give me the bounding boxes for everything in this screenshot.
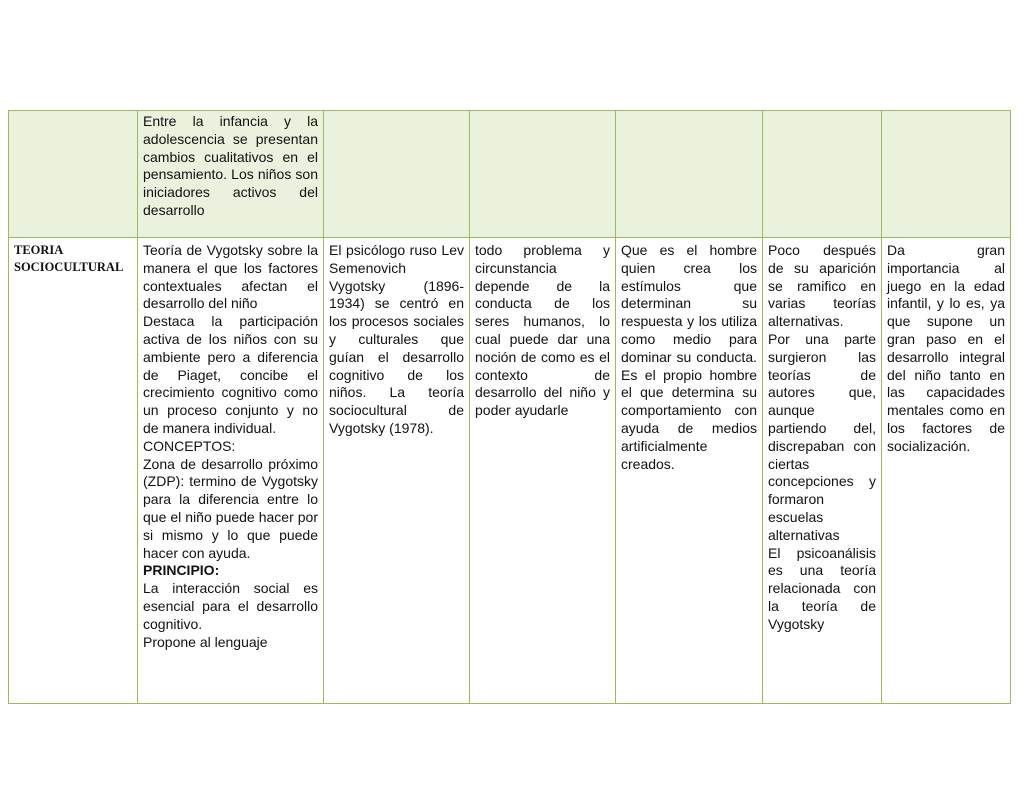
cell-paragraph: Destaca la participación activa de los niños con su ambiente pero a diferencia de Piaget, concibe el crecimiento cognitivo como un proceso conjunto y no de manera individual. — [143, 313, 318, 436]
cell-paragraph: El psicoanálisis es una teoría relacionada con la teoría de Vygotsky — [768, 544, 876, 632]
table-cell: El psicólogo ruso Lev Semenovich Vygotsky (1896-1934) se centró en los procesos sociales y culturales que guían el desarrollo cognitivo de los niños. La teoría sociocultural de Vygotsky (1978). — [324, 238, 470, 704]
comparison-table — [8, 110, 1011, 704]
cell-paragraph: Zona de desarrollo próximo (ZDP): termino de Vygotsky para la diferencia entre lo que el niño puede hacer por si mismo y lo que puede hacer con ayuda. — [143, 455, 318, 561]
table-cell — [324, 111, 470, 238]
table-cell: Entre la infancia y la adolescencia se presentan cambios cualitativos en el pensamiento. Los niños son iniciadores activos del desarrollo — [138, 111, 324, 238]
cell-heading: CONCEPTOS: — [143, 437, 236, 454]
table-cell — [882, 111, 1011, 238]
table-cell — [763, 238, 882, 704]
cell-heading: PRINCIPIO: — [143, 562, 220, 579]
row-label-cell: TEORIA SOCIOCULTURAL — [9, 238, 138, 704]
table-cell: todo problema y circunstancia depende de la conducta de los seres humanos, lo cual puede dar una noción de como es el contexto de desarrollo del niño y poder ayudarle — [470, 238, 616, 704]
table-cell — [763, 111, 882, 238]
table-cell — [470, 111, 616, 238]
cell-paragraph: Poco después de su aparición se ramifico en varias teorías alternativas. — [768, 242, 876, 330]
table-row — [9, 238, 1011, 704]
table-cell — [616, 111, 763, 238]
cell-paragraph: Teoría de Vygotsky sobre la manera el que los factores contextuales afectan el desarrollo del niño — [143, 242, 318, 312]
cell-paragraph: Propone al lenguaje — [143, 633, 268, 650]
table-cell: Da gran importancia al juego en la edad infantil, y lo es, ya que supone un gran paso en el desarrollo integral del niño tanto en las capacidades mentales como en los factores de socialización. — [882, 238, 1011, 704]
table-cell: Que es el hombre quien crea los estímulos que determinan su respuesta y los utiliza como medio para dominar su conducta. Es el propio hombre el que determina su comportamiento con ayuda de medios artificialmente creados. — [616, 238, 763, 704]
table-cell — [138, 238, 324, 704]
cell-paragraph: Por una parte surgieron las teorías de autores que, aunque partiendo del, discrepaban con ciertas concepciones y formaron escuelas alternativas — [768, 330, 876, 543]
table-row — [9, 111, 1011, 238]
row-label-cell — [9, 111, 138, 238]
cell-paragraph: La interacción social es esencial para el desarrollo cognitivo. — [143, 580, 318, 632]
